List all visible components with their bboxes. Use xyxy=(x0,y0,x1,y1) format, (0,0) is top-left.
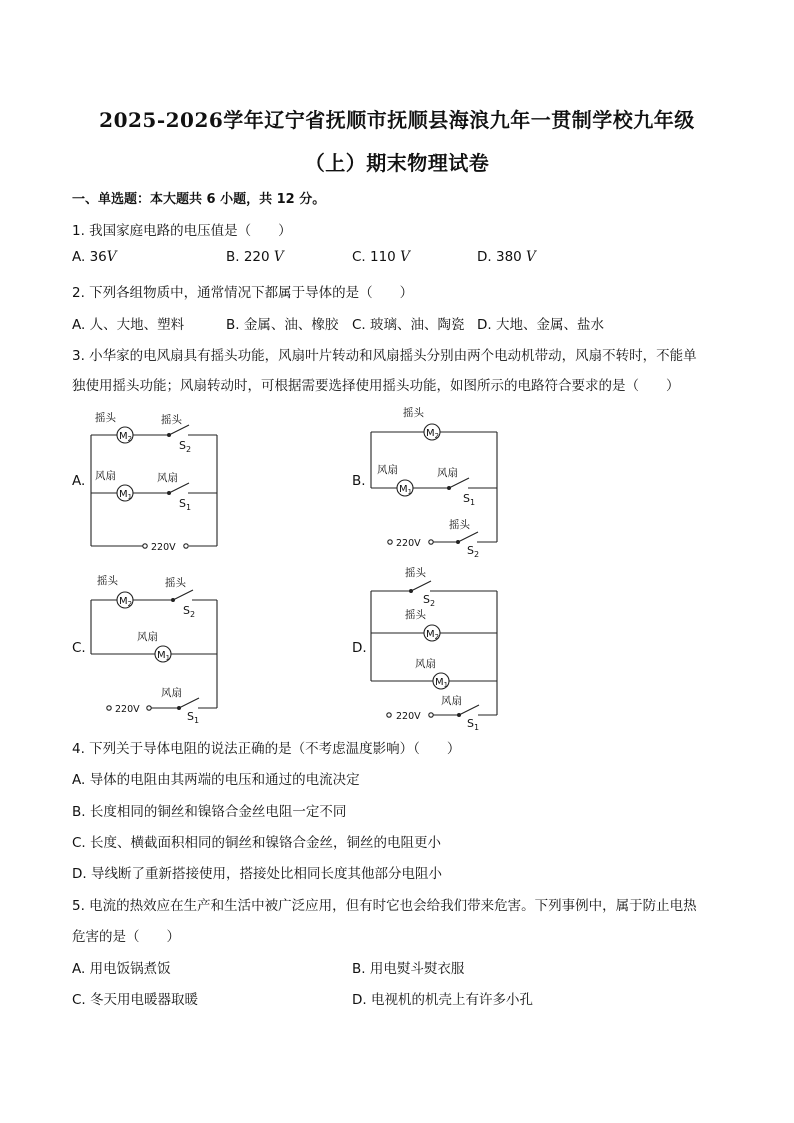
switch-s1-label: $S_1$ xyxy=(187,710,200,724)
switch-s1-label: $S_1$ xyxy=(467,717,480,731)
switch-s1-label: $S_1$ xyxy=(179,497,192,512)
q5-option-d: D. 电视机的机壳上有许多小孔 xyxy=(352,992,533,1008)
q4-option-b: B. 长度相同的铜丝和镍铬合金丝电阻一定不同 xyxy=(72,804,347,820)
circuit-diagram-b xyxy=(365,402,505,560)
q2-option-a: A. 人、大地、塑料 xyxy=(72,317,185,333)
circuit-diagram-a xyxy=(85,405,225,557)
motor-m1-label: $M_1$ xyxy=(119,489,133,501)
circuit-diagram-c xyxy=(85,572,225,724)
shake-label: 摇头 xyxy=(405,609,426,621)
q5-option-c: C. 冬天用电暖器取暖 xyxy=(72,992,199,1008)
switch-s1-label: $S_1$ xyxy=(463,492,476,507)
section-heading: 一、单选题：本大题共 6 小题，共 12 分。 xyxy=(72,192,326,207)
q3-option-d-letter: D. xyxy=(352,640,367,656)
q5-option-b: B. 用电熨斗熨衣服 xyxy=(352,961,465,977)
motor-m2-label: $M_2$ xyxy=(119,431,133,443)
q4-option-a: A. 导体的电阻由其两端的电压和通过的电流决定 xyxy=(72,772,360,788)
q3-option-c-letter: C. xyxy=(72,640,86,656)
shake-label: 摇头 xyxy=(97,575,118,587)
switch-s2-label: $S_2$ xyxy=(183,604,196,619)
exam-title-line1: 2025-2026学年辽宁省抚顺市抚顺县海浪九年一贯制学校九年级 xyxy=(99,108,695,132)
fan-label: 风扇 xyxy=(437,467,458,479)
shake-label: 摇头 xyxy=(449,519,470,531)
supply-voltage-label: 220V xyxy=(115,704,140,715)
exam-title-line2: （上）期末物理试卷 xyxy=(304,151,490,175)
supply-voltage-label: 220V xyxy=(396,711,421,722)
switch-s2-label: $S_2$ xyxy=(423,593,436,608)
q3-option-b-letter: B. xyxy=(352,473,366,489)
q2-option-c: C. 玻璃、油、陶瓷 xyxy=(352,317,465,333)
fan-label: 风扇 xyxy=(377,464,398,476)
q4-option-d: D. 导线断了重新搭接使用，搭接处比相同长度其他部分电阻小 xyxy=(72,866,442,882)
motor-m2-label: $M_2$ xyxy=(426,629,440,641)
q1-option-c: C. 110 V xyxy=(352,249,410,265)
supply-voltage-label: 220V xyxy=(151,542,176,553)
fan-label: 风扇 xyxy=(137,631,158,643)
shake-label: 摇头 xyxy=(95,412,116,424)
switch-s2-label: $S_2$ xyxy=(179,439,192,454)
q1-option-b: B. 220 V xyxy=(226,249,284,265)
q3-option-a-letter: A. xyxy=(72,473,86,489)
fan-label: 风扇 xyxy=(157,472,178,484)
q5-stem-line1: 5. 电流的热效应在生产和生活中被广泛应用，但有时它也会给我们带来危害。下列事例中，属于防止电热 xyxy=(72,898,697,914)
shake-label: 摇头 xyxy=(403,407,424,419)
q5-option-a: A. 用电饭锅煮饭 xyxy=(72,961,171,977)
q1-stem: 1. 我国家庭电路的电压值是（ ） xyxy=(72,223,292,239)
q4-option-c: C. 长度、横截面积相同的铜丝和镍铬合金丝，铜丝的电阻更小 xyxy=(72,835,442,851)
motor-m1-label: $M_1$ xyxy=(435,677,449,689)
circuit-diagram-d xyxy=(365,563,505,731)
q1-option-d: D. 380 V xyxy=(477,249,536,265)
q2-option-b: B. 金属、油、橡胶 xyxy=(226,317,339,333)
q2-option-d: D. 大地、金属、盐水 xyxy=(477,317,604,333)
q2-stem: 2. 下列各组物质中，通常情况下都属于导体的是（ ） xyxy=(72,285,414,301)
shake-label: 摇头 xyxy=(405,567,426,579)
supply-voltage-label: 220V xyxy=(396,538,421,549)
motor-m2-label: $M_2$ xyxy=(119,596,133,608)
fan-label: 风扇 xyxy=(441,695,462,707)
fan-label: 风扇 xyxy=(415,658,436,670)
shake-label: 摇头 xyxy=(161,414,182,426)
motor-m2-label: $M_2$ xyxy=(426,428,440,440)
fan-label: 风扇 xyxy=(95,470,116,482)
shake-label: 摇头 xyxy=(165,577,186,589)
motor-m1-label: $M_1$ xyxy=(157,650,171,662)
q5-stem-line2: 危害的是（ ） xyxy=(72,929,180,945)
q4-stem: 4. 下列关于导体电阻的说法正确的是（不考虑温度影响）（ ） xyxy=(72,741,461,757)
q1-option-a: A. 36V xyxy=(72,249,117,265)
motor-m1-label: $M_1$ xyxy=(399,484,413,496)
switch-s2-label: $S_2$ xyxy=(467,544,480,559)
q3-stem-line1: 3. 小华家的电风扇具有摇头功能，风扇叶片转动和风扇摇头分别由两个电动机带动，风扇不转时，不能单 xyxy=(72,348,697,364)
q3-stem-line2: 独使用摇头功能；风扇转动时，可根据需要选择使用摇头功能，如图所示的电路符合要求的是（ ） xyxy=(72,378,680,394)
fan-label: 风扇 xyxy=(161,687,182,699)
